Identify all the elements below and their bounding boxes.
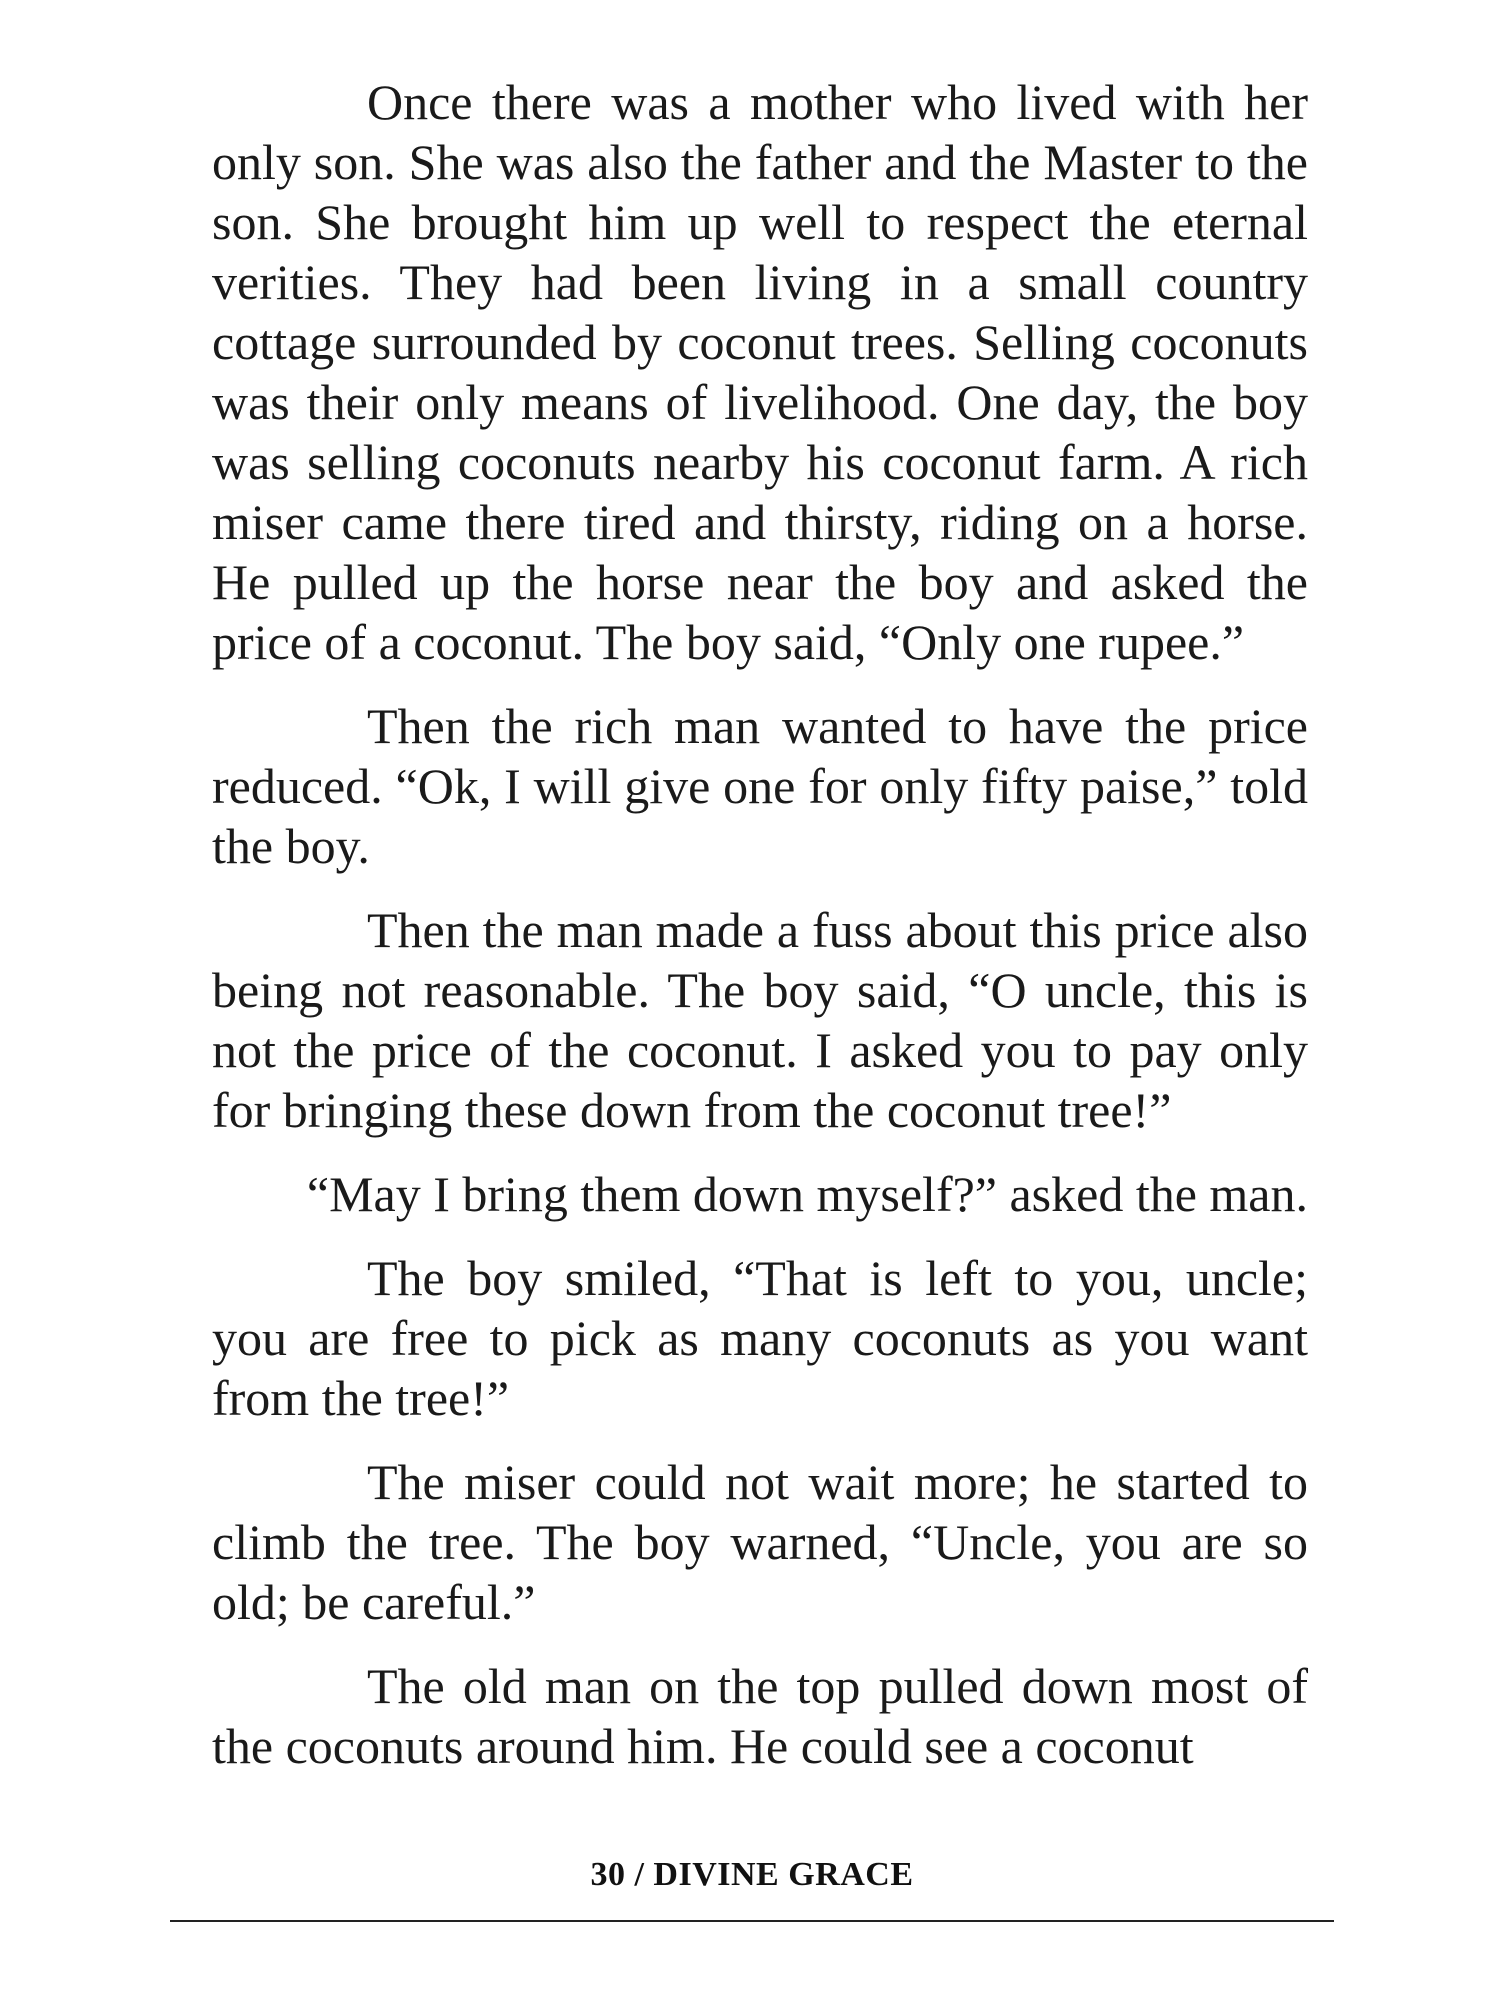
paragraph-4: “May I bring them down myself?” asked the man. [306, 1166, 1308, 1222]
paragraph-5: The boy smiled, “That is left to you, uncle; you are free to pick as many coconuts as you want from the tree!” [212, 1250, 1308, 1426]
page-footer [170, 1856, 1334, 1894]
footer-divider [170, 1920, 1334, 1922]
paragraph-1: Once there was a mother who lived with her only son. She was also the father and the Master to the son. She brought him up well to respect the eternal verities. They had been living in a small country cottage surrounded by coconut trees. Selling coconuts was their only means of livelihood. One day, the boy was selling coconuts nearby his coconut farm. A rich miser came there tired and thirsty, riding on a horse. He pulled up the horse near the boy and asked the price of a coconut. The boy said, “Only one rupee.” [212, 74, 1308, 670]
paragraph-3: Then the man made a fuss about this price also being not reasonable. The boy said, “O uncle, this is not the price of the coconut. I asked you to pay only for bringing these down from the coconut tree!” [212, 902, 1308, 1138]
body-text [212, 72, 1308, 1800]
paragraph-6: The miser could not wait more; he started to climb the tree. The boy warned, “Uncle, you are so old; be careful.” [212, 1454, 1308, 1630]
page-number-label: 30 / DIVINE GRACE [590, 1856, 914, 1893]
paragraph-2: Then the rich man wanted to have the price reduced. “Ok, I will give one for only fifty paise,” told the boy. [212, 698, 1308, 874]
paragraph-7: The old man on the top pulled down most of the coconuts around him. He could see a coconut [212, 1658, 1308, 1774]
